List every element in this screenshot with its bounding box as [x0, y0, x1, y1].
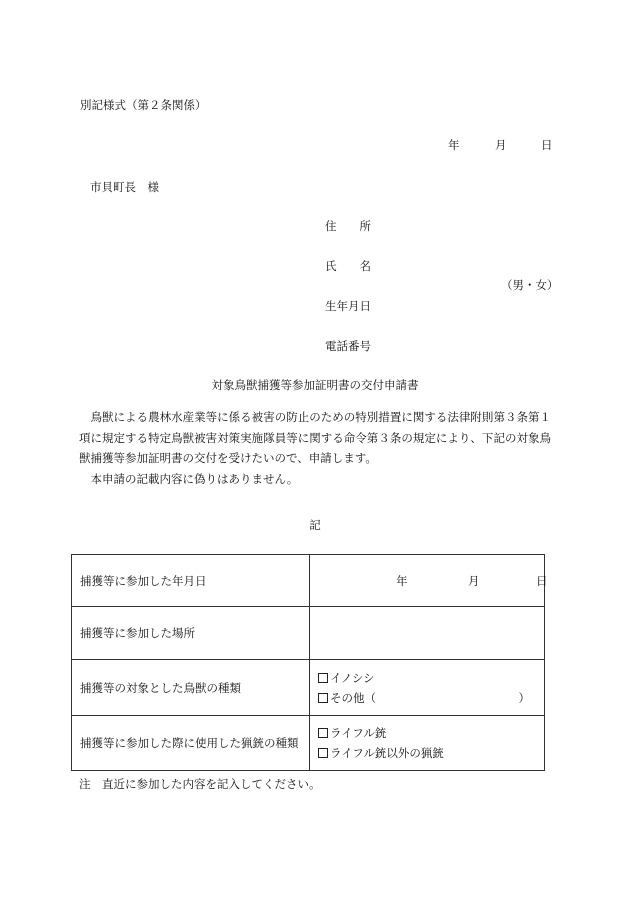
table-cell-place[interactable] — [310, 607, 545, 660]
table-label-place: 捕獲等に参加した場所 — [72, 607, 310, 660]
table-label-date: 捕獲等に参加した年月日 — [72, 555, 310, 607]
table-date-year: 年 — [396, 573, 408, 588]
checkbox-icon[interactable] — [318, 693, 328, 703]
ki-heading: 記 — [309, 518, 321, 532]
note: 注 直近に参加した内容を記入してください。 — [79, 777, 321, 791]
record-table — [71, 554, 548, 771]
gender-choice: （男・女） — [501, 278, 559, 292]
date-month-label: 月 — [495, 138, 507, 152]
checkbox-icon[interactable] — [318, 673, 328, 683]
gun-option-other[interactable]: ライフル銃以外の猟銃 — [318, 743, 544, 763]
table-cell-gun — [310, 716, 545, 771]
body-text — [79, 407, 551, 489]
phone-label: 電話番号 — [325, 339, 371, 353]
species-option-other[interactable]: その他（ ） — [318, 688, 544, 708]
form-label: 別記様式（第２条関係） — [80, 98, 207, 112]
date-day-label: 日 — [541, 138, 553, 152]
document-title: 対象鳥獣捕獲等参加証明書の交付申請書 — [211, 378, 419, 392]
table-row-gun — [72, 716, 545, 771]
table-row-place — [72, 607, 545, 660]
checkbox-icon[interactable] — [318, 728, 328, 738]
table-row-date — [72, 555, 545, 607]
birthdate-label: 生年月日 — [325, 299, 371, 313]
body-paragraph-2: 本申請の記載内容に偽りはありません。 — [90, 471, 299, 486]
name-label: 氏 名 — [325, 259, 371, 273]
table-cell-species — [310, 660, 545, 716]
species-option-boar[interactable]: イノシシ — [318, 668, 544, 688]
gun-option-rifle[interactable]: ライフル銃 — [318, 723, 544, 743]
table-label-species: 捕獲等の対象とした鳥獣の種類 — [72, 660, 310, 716]
date-year-label: 年 — [448, 138, 460, 152]
table-row-species — [72, 660, 545, 716]
body-paragraph-1: 鳥獣による農林水産業等に係る被害の防止のための特別措置に関する法律附則第３条第１項に規定する特定鳥獣被害対策実施隊員等に関する命令第３条の規定により、下記の対象鳥獣捕獲等参加証明書の交付を受けたいので、申請します。 — [79, 410, 551, 465]
table-date-day: 日 — [536, 573, 548, 588]
table-label-gun: 捕獲等に参加した際に使用した猟銃の種類 — [72, 716, 310, 771]
table-date-month: 月 — [468, 573, 480, 588]
table-cell-date[interactable] — [310, 555, 548, 607]
checkbox-icon[interactable] — [318, 748, 328, 758]
address-label: 住 所 — [325, 219, 371, 233]
addressee: 市貝町長 様 — [90, 180, 159, 194]
